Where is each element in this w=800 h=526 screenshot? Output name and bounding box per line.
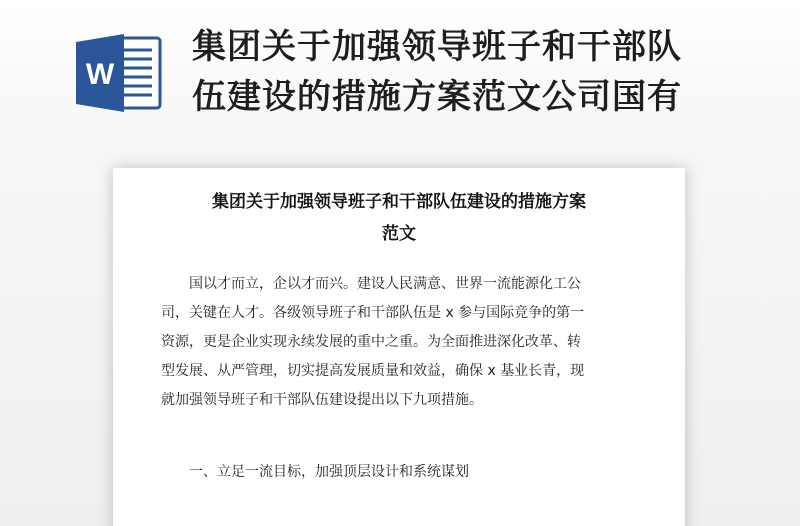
paragraph-line: 资源，更是企业实现永续发展的重中之重。为全面推进深化改革、转 bbox=[161, 334, 581, 350]
paragraph-line: 司，关键在人才。各级领导班子和干部队伍是 x 参与国际竞争的第一 bbox=[161, 305, 585, 321]
header-title-line: 集团关于加强领导班子和干部队 bbox=[192, 27, 682, 67]
body-paragraph bbox=[161, 270, 639, 415]
document-title bbox=[149, 186, 649, 250]
section-heading: 一、立足一流目标，加强顶层设计和系统谋划 bbox=[189, 464, 469, 480]
svg-text:W: W bbox=[85, 58, 115, 91]
header-banner bbox=[0, 0, 800, 140]
document-title-line: 范文 bbox=[382, 224, 416, 244]
paragraph-line: 就加强领导班子和干部队伍建设提出以下九项措施。 bbox=[161, 392, 483, 408]
paragraph-line: 型发展、从严管理，切实提高发展质量和效益，确保 x 基业长青，现 bbox=[161, 363, 585, 379]
document-title-line: 集团关于加强领导班子和干部队伍建设的措施方案 bbox=[212, 192, 586, 212]
header-title-line: 伍建设的措施方案范文公司国有 bbox=[192, 77, 682, 117]
header-title bbox=[192, 22, 792, 122]
word-icon bbox=[72, 30, 164, 114]
document-page bbox=[113, 168, 685, 526]
paragraph-line: 国以才而立，企以才而兴。建设人民满意、世界一流能源化工公 bbox=[189, 276, 581, 292]
